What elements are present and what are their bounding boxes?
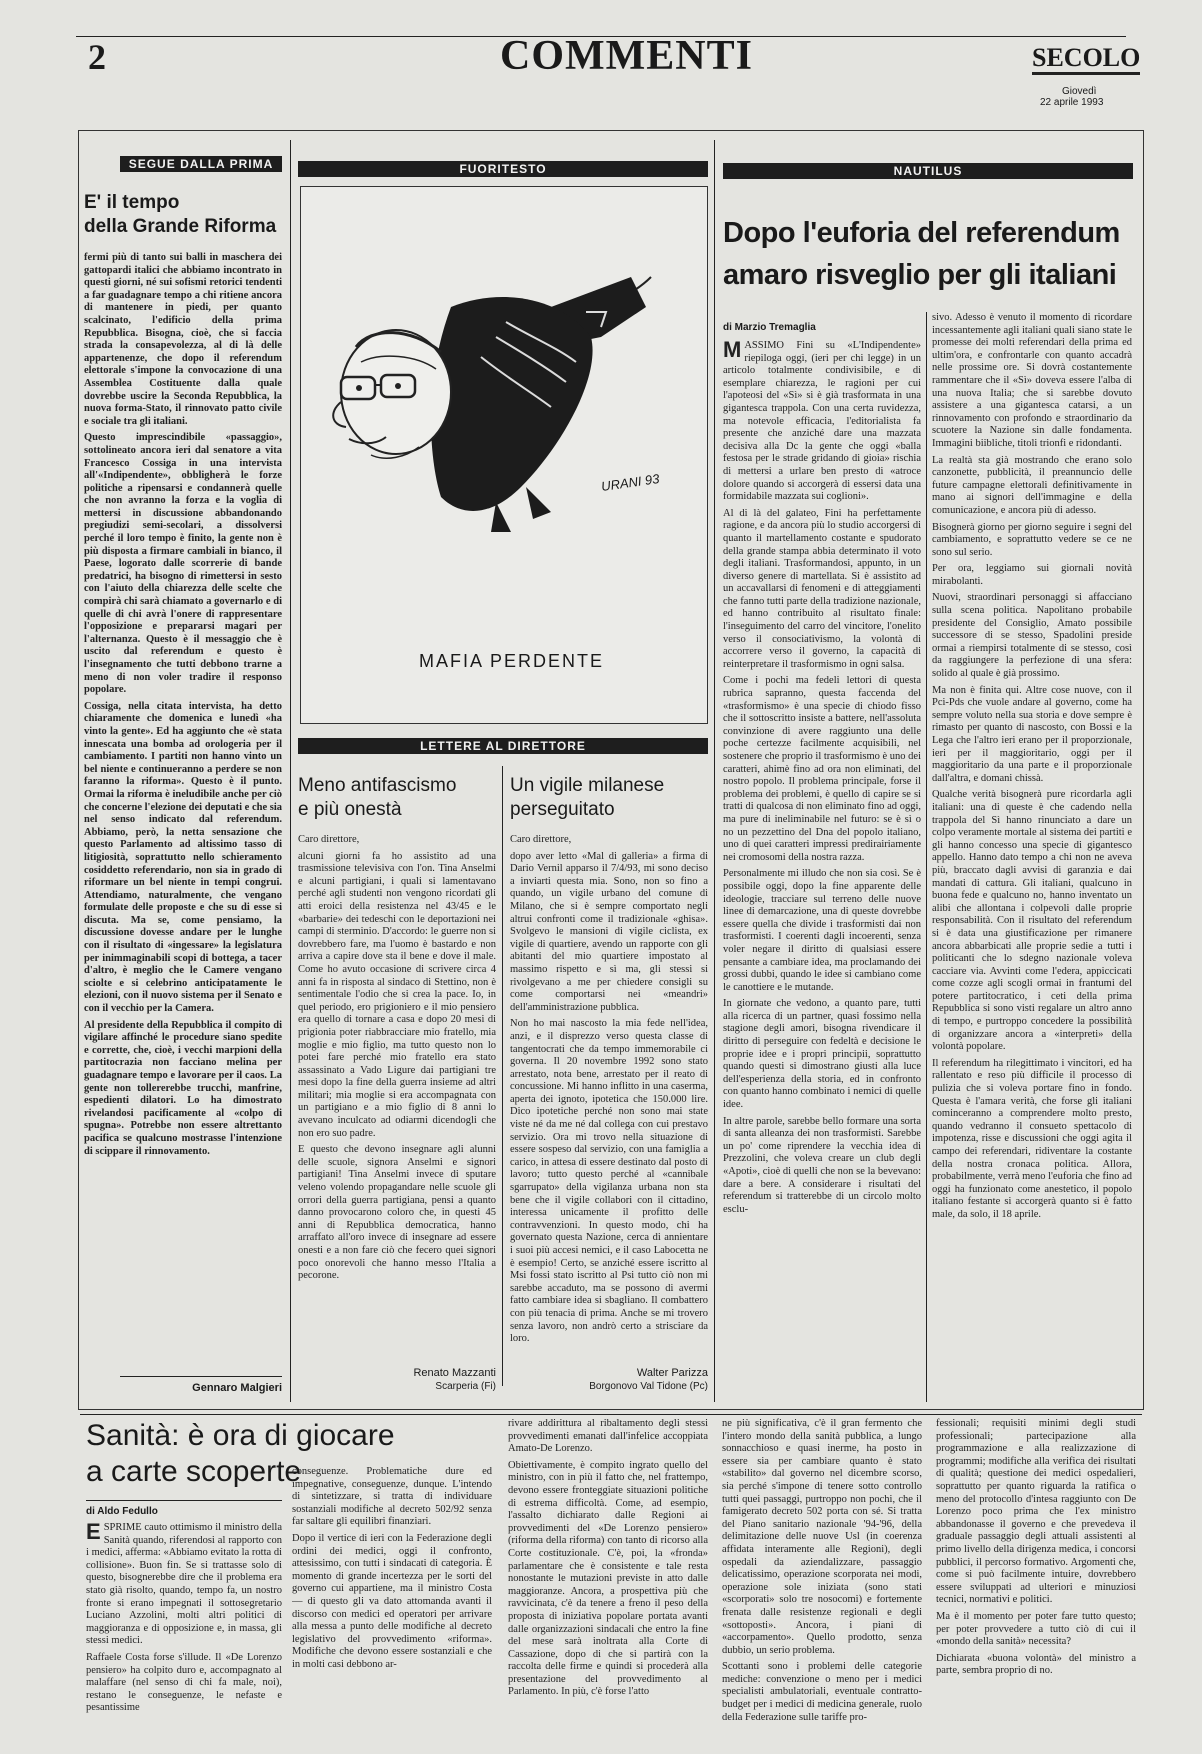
sanita-col5	[936, 1418, 1136, 1748]
sanita-paragraph: Dopo il vertice di ieri con la Federazione degli ordini dei medici, oggi il confronto, attesissimo, con tutti i sindacati di categoria. È momento di grande incertezza per le sorti del governo cui appartiene, ma il ministro Costa — di questo gli va dato attomanda avanti il discorso con medici ed operatori per arrivare alla messa a punto delle modifiche al decreto legislativo del provvedimento «riforma». Modifiche che devono essere sostanziali e che in molti casi debbono ar-	[292, 1532, 492, 1670]
letter2-title-line2: perseguitato	[510, 799, 615, 820]
cartoon-artist-signature: URANI 93	[600, 471, 661, 494]
letter2-paragraph: dopo aver letto «Mal di galleria» a firma di Dario Vernil apparso il 7/4/93, mi sono deciso a inviarti questa mia. Sono, non so fino a quando, un vigile urbano del comune di Milano, che si è sempre comportato negli altrui confronti come il tradizionale «ghisa». Svolgevo le mansioni di vigile ciclista, ex vigile di quartiere, avendo un rapporte con gli abitanti del mio quartiere impostato al massimo rispetto e sì ma, gli stessi si rivolgevano a me per chiedere consigli su come comportarsi nei «meandri» dell'amministrazione pubblica.	[510, 850, 708, 1013]
page-number: 2	[88, 37, 106, 77]
kicker-segue: SEGUE DALLA PRIMA	[120, 156, 282, 172]
editorial-signature: Gennaro Malgieri	[192, 1382, 282, 1394]
letter2-title	[510, 774, 710, 822]
editorial-title	[84, 191, 284, 239]
letters-divider	[502, 766, 503, 1386]
letter2-paragraph: Non ho mai nascosto la mia fede nell'idea, anzi, e il disprezzo verso questa classe di tangentocrati che da tempo immemorabile ci governa. Il 20 novembre 1992 sono stato arrestato, nota bene, arrestato per il reato di concussione. Mi hanno inflitto in una caserma, aperta dei ignoto, ipotetica che 150.000 lire. Dico ipotetiche perché non sono mai state viste né da me né dal collega con cui prestavo servizio. Ora mi trovo nella situazione di essere sospeso dal servizio, con una famiglia a carico, in attesa di essere destinato dal posto di lavoro; tutto questo perché al «cannibale sgarrupato» della vigilanza urbana non sta bene che il vigile collabori con il cittadino, interessa unicamente il profitto delle contravvenzioni. In questo modo, chi ha governato questa Nazione, cerca di annientare i suoi più accesi nemici, e il caso Labocetta ne è esempio! Certo, se anziché essere iscritto al Msi fossi stato iscritto al Psi tutto ciò non mi sarebbe accaduto, ma se possono di avermi fatto cambiare idea si sbagliano. Il combattero con più tenacia di prima. Anche se mi trovero senza lavoro, non andrò certo a strisciare da loro.	[510, 1018, 708, 1345]
letter1-body	[298, 834, 496, 1364]
sanita-paragraph: Raffaele Costa forse s'illude. Il «De Lorenzo pensiero» ha colpito duro e, accompagnato al malaffare (nel senso di chi fa male, noi), restano le conseguenze, le nefaste e pesantissime	[86, 1651, 282, 1714]
bottom-top-rule	[80, 1414, 1142, 1415]
letter2-title-line1: Un vigile milanese	[510, 775, 665, 796]
nautilus-paragraph: Personalmente mi illudo che non sia così. Se è possibile oggi, dopo la fine apparente delle ideologie, tracciare sul terreno delle nuove linee di demarcazione, una di queste dovrebbe essere quella che divide i trasformisti dai non trasformisti. I coerenti dagli incoerenti, senza voler negare il diritto di qualsiasi essere pensante a cambiare idea, ma proclamando dei grossi dubbi, quando le idee si cambiano come le canottiere e le mutande.	[723, 868, 921, 993]
nautilus-paragraph: Bisognerà giorno per giorno seguire i segni del cambiamento, e soprattutto vedere se ce ne sono sul serio.	[932, 521, 1132, 558]
sanita-title-line2: a carte scoperte	[86, 1455, 302, 1488]
issue-date: 22 aprile 1993	[1040, 97, 1104, 108]
cartoon-caption: MAFIA PERDENTE	[419, 651, 605, 671]
letter2-location: Borgonovo Val Tidone (Pc)	[589, 1381, 708, 1392]
letter1-location: Scarperia (Fi)	[435, 1381, 496, 1392]
nautilus-paragraph: Per ora, leggiamo sui giornali novità mirabolanti.	[932, 563, 1132, 587]
nautilus-title	[723, 212, 1133, 296]
sanita-dropcap: E	[86, 1522, 101, 1544]
sanita-title-rule	[86, 1500, 282, 1501]
letter1-paragraph: E questo che devono insegnare agli alunni delle scuole, signora Anselmi e signori partigiani! Tina Anselmi invece di sputare veleno volendo propagandare nelle scuole gli orrori della guerra partigiana, pensi a quanto danno provocarono coloro che, in questi 45 anni di Repubblica democratica, hanno arraffato all'oro invece di insegnare ad essere onesti e a non fare ciò che fecero quei signori poco onorevoli che hanno messo l'Italia a pecorone.	[298, 1144, 496, 1282]
sanita-title-line1: Sanità: è ora di giocare	[86, 1419, 395, 1452]
nautilus-paragraph: In giornate che vedono, a quanto pare, tutti alla ricerca di un partner, quasi fossimo nella stagione degli amori, bisogna rivendicare il diritto di perseguire con fedeltà e decisione le proprie idee e i propri principii, soprattutto quando questi si dimostrano giusti alla luce dell'esperienza della storia, ed in confronto con quanto hanno combinato i nemici di quelle idee.	[723, 998, 921, 1111]
nautilus-paragraph: In altre parole, sarebbe bello formare una sorta di santa alleanza dei non trasformisti. Sarebbe un po' come riprendere la vecchia idea di Prezzolini, che voleva creare un club degli «Apoti», cioè di quelli che non se la bevevano: dare a bere. A considerare i risultati del referendum si tratterebbe di un circolo molto esclu-	[723, 1115, 921, 1215]
letter1-title-line1: Meno antifascismo	[298, 775, 457, 796]
sanita-col3	[508, 1418, 708, 1748]
sanita-paragraph: Ma è il momento per poter fare tutto questo; per poter provvedere a tutto ciò di cui il «mondo della sanità» necessita?	[936, 1610, 1136, 1648]
sanita-col1	[86, 1522, 282, 1748]
letter1-signature: Renato Mazzanti	[413, 1367, 496, 1379]
nautilus-col1	[723, 340, 921, 1396]
issue-day: Giovedì	[1062, 86, 1097, 97]
nautilus-paragraph	[723, 340, 921, 504]
editorial-sig-rule	[120, 1376, 282, 1377]
kicker-fuoritesto: FUORITESTO	[298, 161, 708, 177]
kicker-nautilus: NAUTILUS	[723, 163, 1133, 179]
nautilus-lead-text: ASSIMO Fini su «L'Indipendente» riepiloga oggi, (ieri per chi legge) in un articolo totalmente condivisibile, e di esemplare chiarezza, le ragioni per cui l'apoteosi del «Sì» si è già trasformata in una gigantesca trappola. Con una certa ruvidezza, ma notevole efficacia, l'editorialista fa presente che anziché dare una mazzata decisiva alla Dc la gente che oggi «balla festosa per le strade gridando di gioia» rischia di mettersi a urlare ben presto di «atroce dolore quando si accorgerà di essersi data una formidabile mazzata sui coglioni».	[723, 340, 921, 503]
editorial-paragraph: Questo imprescindibile «passaggio», sottolineato ancora ieri dal senatore a vita Francesco Cossiga in una intervista all'«Indipendente», obbligherà le forze politiche a ripensarsi e condannerà quelle che non avranno la forza e la voglia di mettersi in discussione abbandonando pregiudizi semi-secolari, a dissolversi perché il loro tempo è finito, la gente non è più disposta a firmare cambiali in bianco, il Paese, logorato dalle scorrerie di bande predatrici, ha bisogno di rimettersi in sesto con l'aiuto della chiarezza delle scelte che compirà chi sarà chiamato a governarlo e di quelle di chi avrà l'onere di rappresentare l'opposizione e prepararsi magari per l'alternanza. Questo è il messaggio che è uscito dal referendum e questo è l'insegnamento che tutti debbono trarne a meno di non voler tradire il responso popolare.	[84, 432, 282, 696]
nautilus-dropcap: M	[723, 340, 742, 362]
nautilus-paragraph: Il referendum ha rilegittimato i vincitori, ed ha rallentato e reso più difficile il processo di pulizia che si voleva portare fino in fondo. Questa è l'amara verità, che forse gli italiani cominceranno a comprendere molto presto, quando vedranno il consueto spettacolo di impotenza, risse e discussioni che oggi agita il campo dei referendari, ridiventare la costante della nostra cronaca politica. Allora, probabilmente, verrà meno l'euforia che fino ad oggi ha funzionato come anestetico, il popolo italiano festante si accorgerà quanto si è fatto male, da solo, il 18 aprile.	[932, 1057, 1132, 1220]
editorial-title-line2: della Grande Riforma	[84, 216, 277, 237]
sanita-paragraph: rivare addirittura al ribaltamento degli stessi provvedimenti emanati dall'infelice accoppiata Amato-De Lorenzo.	[508, 1418, 708, 1455]
nautilus-paragraph: Qualche verità bisognerà pure ricordarla agli italiani: una di queste è che cadendo nella trappola del Sì hanno rinunciato a dare un colpo veramente mortale al sistema dei partiti e gli hanno concesso una specie di gigantesco appello. Hanno dato tempo a chi non ne aveva più, braccato dagli avvisi di garanzia e dai mandati di cattura. Gli italiani, qualcuno in buona fede e qualcuno no, hanno inventato un alibi che allontana i colpevoli dalle proprie responsabilità. Con il risultato del referendum si è data una giustificazione per rimanere ancora abbarbicati alle proprie sedie a tutti i politicanti che lo sdegno nazionale voleva cacciare via. Avvinti come l'edera, appiccicati come cozze agli scogli ormai in frantumi del potere partitocratico, i ceti della prima Repubblica si sono visti regalare un altro anno di tempo, e purtroppo concedere la possibilità di organizzare ancora a «interpreti» della volontà popolare.	[932, 789, 1132, 1053]
nautilus-title-line1: Dopo l'euforia del referendum	[723, 217, 1120, 249]
col-divider-2	[714, 140, 715, 1402]
sanita-paragraph: Dichiarata «buona volontà» del ministro a parte, sembra proprio di no.	[936, 1652, 1136, 1677]
sanita-paragraph: conseguenze. Problematiche dure ed impegnative, conseguenze, dunque. L'intendo di sintetizzare, si tratta di individuare sostanziali modifiche al decreto 502/92 senza far saltare gli equilibri finanziari.	[292, 1466, 492, 1528]
cartoon-illustration	[301, 187, 707, 723]
paper-name: SECOLO	[1032, 44, 1140, 75]
nautilus-paragraph: Come i pochi ma fedeli lettori di questa rubrica sapranno, questa faccenda del «trasformismo» è una specie di chiodo fisso che il sottoscritto insiste a battere, nell'assoluta convinzione di avere raggiunto una delle poche certezze facilmente acquisibili, nel sostenere che proprio il trasformismo è uno dei caratteri, ahimè fino ad ora non eliminati, del nostro popolo. Il problema principale, forse il problema dei problemi, è quello di capire se si tratti di qualcosa di non eliminato fino ad oggi, ma pure di ineliminabile nel futuro: se è sì o no un pezzettino del Dna del popolo italiano, uno di quei caratteri impressi predirairiamente nei cromosomi della nostra razza.	[723, 675, 921, 863]
nautilus-paragraph: sivo. Adesso è venuto il momento di ricordare incessantemente agli italiani quali siano state le promesse dei molti referendari della prima ed ultim'ora, e confrontarle con quanto accadrà nelle prossime ore. Si dovrà costantemente rammentare che il «Sì» doveva essere l'alba di una nuova Italia; che si sarebbe dovuto assistere a una gigantesca catarsi, a un rinnovamento con profondo e straordinario da scuotere la Nazione sin dalle fondamenta. Immagini biibliche, titoli trionfi e ridondanti.	[932, 312, 1132, 449]
letter1-paragraph: alcuni giorni fa ho assistito ad una trasmissione televisiva con l'on. Tina Anselmi e alcuni partigiani, i quali si lamentavano perché agli studenti non vengono ricordati gli atti eroici della resistenza nel 43/45 e le «barbarie» dei tedeschi con le deportazioni nei campi di sterminio. D'accordo: le guerre non si dovrebbero fare, ma l'uomo è bastardo e non arriva a capire dove sta il bene e dove il male. Come ho avuto occasione di scrivere circa 4 anni fa in risposta al sindaco di Stettino, non è sentimentale l'odio che si crea la pace. Io, in quel periodo, ero prigioniero e il mio pensiero era quello di tornare a casa e dopo 20 mesi di prigionia poter riabbracciare mio fratello, mia moglie e mio figlio, ma tutto questo non lo potei fare perché mio fratello era stato assassinato a Vado Ligure dai partigiani tre mesi dopo la fine della guerra insieme ad altri militari; mia moglie si era accompagnata con un partigiano e a mio figlio di 8 anni lo avevano inculcato ad odiarmi dicendogli che non ero suo padre.	[298, 850, 496, 1139]
nautilus-byline: di Marzio Tremaglia	[723, 322, 816, 333]
sanita-paragraph: Scottanti sono i problemi delle categorie mediche: convenzione o meno per i medici specialisti ambulatoriali, eventuale contratto-budget per i medici di medicina generale, ruolo della Federazione sulle tariffe pro-	[722, 1661, 922, 1723]
letter1-title-line2: e più onestà	[298, 799, 402, 820]
letter1-salutation: Caro direttore,	[298, 834, 360, 845]
cartoon-frame	[300, 186, 708, 724]
letter2-signature: Walter Parizza	[636, 1367, 708, 1379]
nautilus-col2	[932, 312, 1132, 1396]
nautilus-title-line2: amaro risveglio per gli italiani	[723, 259, 1117, 291]
kicker-lettere: LETTERE AL DIRETTORE	[298, 738, 708, 754]
editorial-paragraph: Cossiga, nella citata intervista, ha detto chiaramente che domenica e lunedì «ha vinto la gente». Ed ha aggiunto che «è stata innescata una bomba ad orologeria per il cambiamento. I partiti non hanno vinto un bel niente e continueranno a perdere se non faranno la riforma». Questo è il punto. Ormai la riforma è ineludibile anche per ciò che concerne l'elezione dei deputati e che sia nel senso indicato dal referendum. Abbiamo, però, la netta sensazione che questo Parlamento ad altissimo tasso di litigiosità, soprattutto nello schieramento cosiddetto referendario, non sia in grado di riformare un bel niente in tempi congrui. Attendiamo, naturalmente, che vengano formulate delle proposte e che su di esse si discuta. Ma se, come pensiamo, la discussione dovesse andare per le lunghe con il risultato di «ingessare» la legislatura per inimmaginabili scopi di bottega, a tacer d'altro, è meglio che le Camere vengano sciolte e si celebrino anticipatamente le elezioni, con il nuovo sistema per il Senato e con il vecchio per la Camera.	[84, 700, 282, 1015]
cartoon-body-main	[431, 297, 593, 511]
nautilus-paragraph: La realtà sta già mostrando che erano solo canzonette, pubblicità, il preannuncio delle future campagne elettorali definitivamente in mano ai signori dell'immagine e della comunicazione, e ancora più di adesso.	[932, 454, 1132, 516]
nautilus-paragraph: Al di là del galateo, Fini ha perfettamente ragione, e da ancora più lo studio accorgersi di quanto il martellamento costante e spudorato della grande stampa abbia determinato il voto degli italiani. Trasformandosi, appunto, in un diverso genere di martellata. Si è assistito ad un accavallarsi di fenomeni e di atteggiamenti che fanno tutti parte della tradizione nazionale, ed hanno contribuito al risultato finale: l'inseguimento del carro del vincitore, l'onelito verso il consociativismo, la volontà di accorrere verso il governo, la capacità di reinterpretare il trasformismo in ogni salsa.	[723, 507, 921, 670]
nautilus-col-divider	[926, 312, 927, 1402]
section-title: COMMENTI	[500, 33, 753, 79]
nautilus-paragraph: Nuovi, straordinari personaggi si affacciano sulla scena politica. Napolitano probabile presidente del Consiglio, Amato possibile successore di se stesso, Spadolini preside ormai a riempirsi totalmente di se stesso, così da raggiungere la perfezione di una sfera: solido al quale è già prossimo.	[932, 592, 1132, 680]
sanita-lead-text: SPRIME cauto ottimismo il ministro della Sanità quando, riferendosi al rapporto con i medici, afferma: «Abbiamo evitato la rotta di collisione». Buon fin. Se si trattasse solo di questo, bisognerebbe dire che il problema era stato già risolto, quando, tempo fa, un nostro fronte si erano impegnati il sottosegretario Luciano Azzolini, molti altri politici di maggioranza e di opposizione e, in massa, gli stessi medici.	[86, 1522, 282, 1647]
editorial-title-line1: E' il tempo	[84, 192, 180, 213]
editorial-body	[84, 252, 282, 1370]
sanita-paragraph: ne più significativa, c'è il gran fermento che l'intero mondo della sanità pubblica, a lungo sonnacchioso e quasi inerme, ha posto in essere sia per cambiare quanto è stato «stabilito» dal governo nel dicembre scorso, sia perché s'impone di tenere sotto controllo tutti quei passaggi, purtroppo non pochi, che il famigerato decreto 502 porta con sé. Si tratta del Piano sanitario nazionale '94-'96, della delimitazione delle nuove Usl (in coerenza affidata interamente alle Regioni), degli ospedali da aziendalizzare, passaggio delicatissimo, operazione scorporata nei modi, operazione sole iniziata (sono stati «scorporati» solo tre nosocomi) e fortemente frenata dalle resistenze regionali e degli «sottoposti». Ancora, i piani di «accorpamento». Quello prodotto, senza dubbio, un serio problema.	[722, 1418, 922, 1656]
col-divider-1	[290, 140, 291, 1402]
editorial-paragraph: Al presidente della Repubblica il compito di vigilare affinché le procedure siano spedite e corrette, che, cioè, i vecchi marpioni della partitocrazia non facciano melina per guadagnare tempo e lavorare per il caos. La gente non tollererebbe trucchi, manfrine, espedienti dilatori. Lo ha dimostrato rivelandosi pacificamente al «colpo di spugna». Potrebbe non essere altrettanto pacifica se qualcuno mostrasse l'intenzione di scippare il rinnovamento.	[84, 1019, 282, 1157]
sanita-paragraph: fessionali; requisiti minimi degli studi professionali; partecipazione alla programmazione e alla realizzazione di programmi; modifiche alla verifica dei risultati di qualità; questione dei medici ospedalieri, soprattutto per quanto riguarda la ratifica o meno del protocollo d'intesa raggiunto con De Lorenzo poco prima che l'ex ministro abbandonasse il governo e che prevedeva il graduale passaggio degli attuali assistenti al primo livello della dirigenza medica, i concorsi pubblici, il percorso formativo. Argomenti che, come si può facilmente intuire, dovrebbero essere sviluppati ad ulteriori e minuziosi tecnici, normativi e politici.	[936, 1418, 1136, 1606]
sanita-paragraph	[86, 1522, 282, 1648]
sanita-col2	[292, 1466, 492, 1748]
editorial-paragraph: fermi più di tanto sui balli in maschera dei gattopardi italici che abbiamo incontrato in questi giorni, né sui sofismi retorici tendenti a far guadagnare tempo a chi ritiene ancora di mantenere in piedi, per quanto scalcinato, l'edificio della prima Repubblica. Bisogna, cioè, che si faccia strada la consapevolezza, al di là delle appartenenze, che dopo il referendum elettorale s'impone la convocazione di una Assemblea Costituente dalla quale dovrebbe uscire la Seconda Repubblica, la nuova forma-Stato, il rinnovato patto civile e sociale tra gli italiani.	[84, 252, 282, 427]
sanita-byline: di Aldo Fedullo	[86, 1506, 158, 1517]
letter1-title	[298, 774, 498, 822]
nautilus-paragraph: Ma non è finita qui. Altre cose nuove, con il Pci-Pds che vuole andare al governo, come ha sempre voluto nella sua storia e dove sempre è rimasto per quanto di nascosto, con Bossi e la Lega che l'altro ieri erano per il proporzionale, ieri per il maggioritario, oggi per il maggioritario da una parte e il proporzionale dall'altra, e domani chissà.	[932, 684, 1132, 784]
sanita-col4	[722, 1418, 922, 1748]
letter2-body	[510, 834, 708, 1364]
sanita-paragraph: Obiettivamente, è compito ingrato quello del ministro, con in più il fatto che, nel frattempo, devono essere fronteggiate situazioni politiche di estrema difficoltà. Come, ad esempio, l'assalto dichiarato dalle Regioni ai provvedimenti del «De Lorenzo pensiero» (riforma della riforma) con tanto di ricorso alla Corte costituzionale. C'è, poi, la «fronda» parlamentare che è consistente e tale resta nonostante le mutazioni previste in atto dalle maggioranze. Ancora, a prospettiva più che ravvicinata, c'è da tenere a freno il peso della proposta di iniziativa popolare portata avanti dalle organizzazioni sindacali che entro la fine del mese sarà inoltrata alla Corte di Cassazione, dopo di che si partirà con la raccolta delle firme e quindi si procederà alla presentazione del provvedimento al Parlamento. In più, c'è forse l'atto	[508, 1459, 708, 1698]
letter2-salutation: Caro direttore,	[510, 834, 572, 845]
